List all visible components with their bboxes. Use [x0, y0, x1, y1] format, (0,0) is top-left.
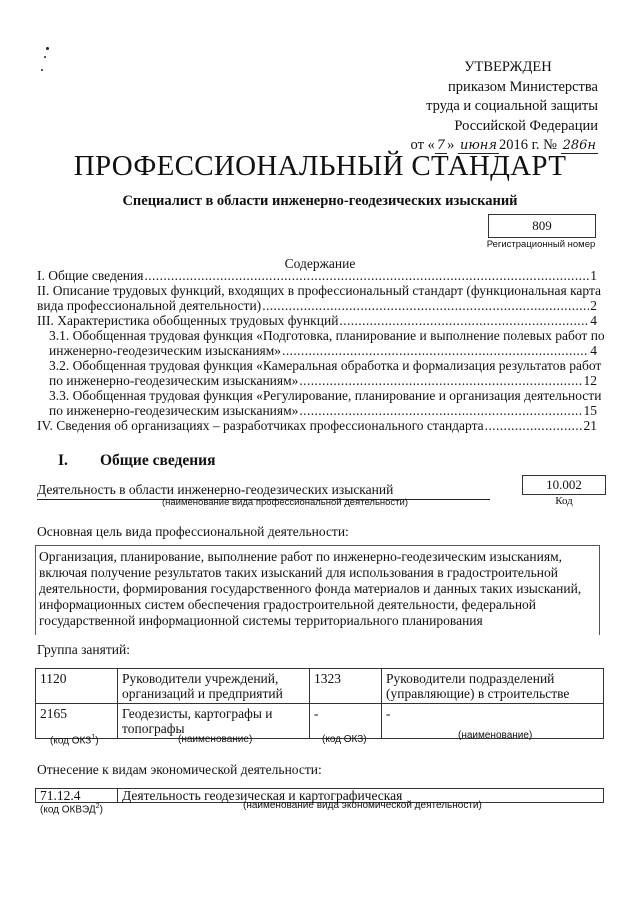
section-heading: [58, 452, 215, 470]
okz-name-caption: (наименование): [458, 730, 533, 741]
document-subtitle: Специалист в области инженерно-геодезических изысканий: [122, 193, 518, 209]
okved-code: 71.12.4: [36, 789, 118, 803]
okz-code-caption: (код ОКЗ): [322, 734, 367, 745]
okz-name: -: [382, 704, 604, 739]
goal-label: Основная цель вида профессиональной деятельности:: [37, 524, 349, 539]
toc-entry[interactable]: III. Характеристика обобщенных трудовых функций ..... 4: [37, 313, 597, 328]
toc-entry[interactable]: вида профессиональной деятельности) ..... 2: [37, 298, 597, 313]
okved-code-caption: (код ОКВЭД$^2$): [40, 803, 103, 816]
scan-speck: [46, 47, 49, 50]
table-of-contents: [37, 268, 605, 433]
handwritten-month: июня: [459, 138, 497, 153]
document-title: ПРОФЕССИОНАЛЬНЫЙ СТАНДАРТ: [73, 150, 567, 182]
toc-entry[interactable]: инженерно-геодезическим изысканиям» ..... 4: [37, 343, 597, 358]
date-year: 2016: [498, 137, 528, 153]
activity-caption: (наименование вида профессиональной деятельности): [161, 497, 409, 508]
occupation-table: [35, 668, 604, 739]
registration-label: Регистрационный номер: [486, 239, 596, 250]
toc-entry-line[interactable]: II. Описание трудовых функций, входящих в профессиональный стандарт (функциональная карта: [37, 283, 602, 298]
okz-code: 2165: [36, 704, 118, 739]
toc-entry[interactable]: по инженерно-геодезическим изысканиям» ..... 12: [37, 373, 597, 388]
toc-heading: Содержание: [284, 256, 356, 271]
scan-speck: [41, 69, 43, 71]
toc-entry[interactable]: I. Общие сведения ..... 1: [37, 268, 597, 283]
section-title: Общие сведения: [100, 452, 216, 469]
approval-heading: УТВЕРЖДЕН: [464, 59, 552, 75]
okz-code-caption: (код ОКЗ$^1$): [50, 734, 99, 747]
goal-text-box: Организация, планирование, выполнение работ по инженерно-геодезическим изысканиям, включая получение результатов таких изысканий для использования в градостроительной деятельности, формирования государственного фонда материалов и данных таких изысканий, информационных систем обеспечения градостроительной деятельности, федеральной государственной информационной системы территориального планирования: [35, 545, 600, 635]
okz-code: 1120: [36, 669, 118, 704]
approval-line: Российской Федерации: [454, 117, 598, 134]
activity-code-caption: Код: [555, 495, 573, 507]
activity-name: Деятельность в области инженерно-геодезических изысканий: [37, 482, 490, 500]
okz-name-caption: (наименование): [178, 734, 253, 745]
approval-date: от « 7 » июня 2016 г. № 286н: [410, 137, 596, 153]
toc-entry[interactable]: IV. Сведения об организациях – разработчиках профессионального стандарта ..... 21: [37, 418, 597, 433]
okz-name: Геодезисты, картографы и топографы: [118, 704, 310, 739]
approval-line: труда и социальной защиты: [426, 98, 598, 114]
toc-entry-line[interactable]: 3.3. Обобщенная трудовая функция «Регулирование, планирование и организация деятельности: [49, 388, 602, 403]
scan-speck: [44, 56, 46, 58]
toc-entry-line[interactable]: 3.1. Обобщенная трудовая функция «Подготовка, планирование и выполнение полевых работ по: [49, 328, 605, 343]
section-number: I.: [58, 452, 68, 469]
toc-entry[interactable]: по инженерно-геодезическим изысканиям» ..... 15: [37, 403, 597, 418]
okz-name: Руководители учреждений, организаций и предприятий: [118, 669, 310, 704]
occupation-group-label: Группа занятий:: [37, 642, 130, 657]
handwritten-day: 7: [436, 138, 446, 153]
okved-name-caption: (наименование вида экономической деятельности): [243, 800, 482, 811]
table-row: [36, 669, 604, 704]
okz-name: Руководители подразделений (управляющие) в строительстве: [382, 669, 604, 704]
okz-code: 1323: [310, 669, 382, 704]
registration-number-box: 809: [488, 214, 596, 238]
okz-code: -: [310, 704, 382, 739]
economic-activity-label: Отнесение к видам экономической деятельности:: [37, 762, 322, 777]
toc-entry-line[interactable]: 3.2. Обобщенная трудовая функция «Камеральная обработка и формализация результатов работ: [49, 358, 602, 373]
activity-code-box: 10.002: [522, 475, 606, 495]
okved-name: Деятельность геодезическая и картографическая: [118, 789, 604, 803]
handwritten-number: 286н: [562, 138, 596, 153]
approval-block: [378, 58, 598, 156]
approval-line: приказом Министерства: [448, 78, 598, 95]
